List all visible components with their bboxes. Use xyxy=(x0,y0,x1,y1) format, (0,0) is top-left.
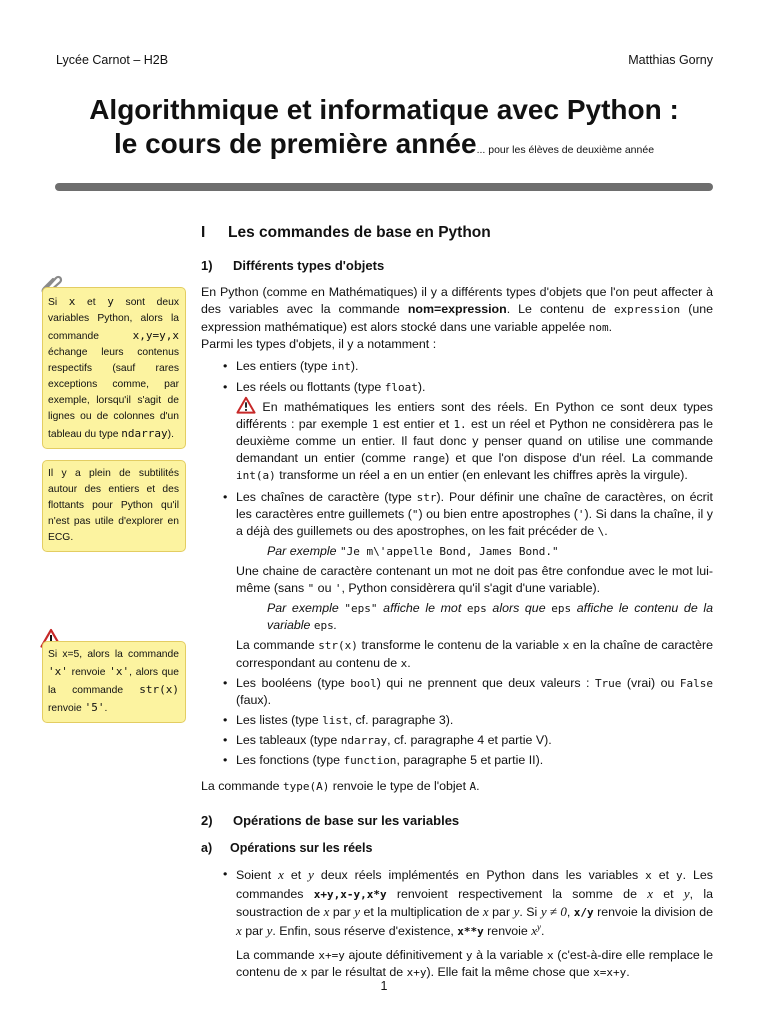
code: " xyxy=(411,507,419,521)
text: , cf. paragraphe 3). xyxy=(348,712,454,727)
list-item-function xyxy=(201,752,713,769)
text: Les fonctions (type xyxy=(236,753,344,768)
text: Les booléens (type xyxy=(236,675,351,690)
code: float xyxy=(384,380,418,394)
text: est entier et xyxy=(378,417,454,432)
text: . Enfin, sous réserve d'existence, xyxy=(272,923,458,938)
code: x+y xyxy=(406,966,427,980)
code: str xyxy=(416,490,437,504)
text: ) et que l'on dispose d'un réel. La commande xyxy=(445,451,714,466)
text: est un réel et Python ne considèrera pas le deuxième comme un entier. Il faut donc y penser quand on utilise une commande demandant un entier (comme xyxy=(236,417,713,466)
text: . xyxy=(476,779,480,794)
text: ). xyxy=(350,358,359,373)
code: x xyxy=(400,656,408,670)
text: renvoient respectivement la somme de xyxy=(386,886,648,901)
float-warning xyxy=(236,396,713,485)
code: True xyxy=(594,676,622,690)
subsubsection-number: a) xyxy=(201,841,213,856)
header-school: Lycée Carnot – H2B xyxy=(56,53,169,67)
code: x xyxy=(546,949,554,963)
types-list xyxy=(201,358,713,769)
note-text: sont deux variables Python, alors la commande xyxy=(48,297,179,342)
text: et xyxy=(283,868,309,883)
text: à la variable xyxy=(472,948,547,963)
code: ' xyxy=(334,582,342,596)
str-paragraph-2 xyxy=(236,563,713,597)
code: " xyxy=(307,582,315,596)
math: x xyxy=(482,903,489,919)
note-code: x xyxy=(68,295,76,308)
code: x+=y xyxy=(318,949,345,963)
title-rule xyxy=(55,183,713,191)
type-command-paragraph xyxy=(201,778,713,795)
math: y xyxy=(266,922,273,938)
text: Les listes (type xyxy=(236,712,323,727)
example-bond xyxy=(236,543,713,560)
text: Les tableaux (type xyxy=(236,732,341,747)
code: int xyxy=(331,359,351,373)
text: et xyxy=(653,886,684,901)
subsubsection-title: Opérations sur les réels xyxy=(230,841,373,856)
text: La commande xyxy=(236,948,319,963)
subsubsection-heading xyxy=(201,840,713,857)
text: alors que xyxy=(486,601,552,616)
note-text: Si xyxy=(48,297,69,308)
subsection-number: 1) xyxy=(201,258,213,274)
code: eps xyxy=(313,619,334,633)
text: ) qui ne prennent que deux valeurs : xyxy=(376,675,595,690)
text: et xyxy=(651,868,676,883)
list-item-list xyxy=(201,712,713,729)
subsection-heading xyxy=(201,257,713,275)
section-number: I xyxy=(201,224,206,241)
document-title xyxy=(40,93,728,160)
reals-list xyxy=(201,866,713,981)
math: y xyxy=(308,867,314,883)
text: . Le contenu de xyxy=(506,302,614,317)
text: , xyxy=(566,904,574,919)
math: x xyxy=(531,922,538,938)
example-eps xyxy=(236,600,713,634)
math: y xyxy=(513,903,520,919)
text: renvoie xyxy=(483,923,532,938)
note-text: , alors que la commande xyxy=(48,666,179,696)
code: x/y xyxy=(573,905,594,919)
reals-paragraph-2 xyxy=(236,947,713,981)
text: en la chaîne de caractère correspondant au contenu de xyxy=(236,638,713,670)
text: par xyxy=(488,904,514,919)
text: Une chaine de caractère contenant un mot ne doit pas être confondue avec le mot lui-même (sans xyxy=(236,563,713,596)
text: . xyxy=(541,923,545,938)
note-code: x,y=y,x xyxy=(132,328,179,342)
math: x xyxy=(236,922,242,938)
math-exponent: y xyxy=(537,921,542,932)
text: Soient xyxy=(236,868,279,883)
note-text: Il y a plein de subtilités autour des entiers et des flottants pour Python qu'il n'est pas utile d'explorer en ECG. xyxy=(48,468,179,543)
code: x xyxy=(645,869,652,883)
list-item-int xyxy=(201,358,713,375)
code: 1 xyxy=(371,418,379,432)
text: affiche le mot xyxy=(377,601,467,616)
example-label: Par exemple xyxy=(267,601,345,616)
code: x**y xyxy=(457,924,484,938)
code: function xyxy=(343,754,397,768)
note-text: Si x=5, alors la commande xyxy=(48,649,179,660)
margin-note-str xyxy=(42,641,186,723)
code: y xyxy=(465,949,473,963)
note-text: échange leurs contenus respectifs (sauf rares exceptions comme, par exemple, lorsqu'il s'agit de lignes ou de colonnes d'un tableau du type xyxy=(48,346,179,440)
text: transforme un réel xyxy=(275,468,384,483)
code: x+y,x-y,x*y xyxy=(313,887,387,901)
code: list xyxy=(322,713,349,727)
text: par xyxy=(329,904,355,919)
text: (c'est-à-dire elle remplace le contenu de xyxy=(236,948,713,980)
text: , Python considèrera qu'il s'agit d'une variable). xyxy=(341,581,601,596)
math: y xyxy=(354,903,361,919)
text: . xyxy=(608,319,613,334)
text: En mathématiques les entiers sont des réels. En Python ce sont deux types différents : par exemple xyxy=(236,399,713,432)
code: int(a) xyxy=(236,469,276,483)
code: ' xyxy=(577,507,585,521)
code: type(A) xyxy=(282,780,330,794)
code: \ xyxy=(597,524,605,538)
code: ndarray xyxy=(340,733,388,747)
text: ) ou bien entre apostrophes ( xyxy=(418,506,578,521)
code: nom xyxy=(588,320,609,334)
text: . xyxy=(333,618,338,633)
code: 1. xyxy=(453,418,467,432)
text: . xyxy=(626,965,630,980)
math: y ≠ 0 xyxy=(540,903,567,919)
text: , paragraphe 5 et partie II). xyxy=(396,753,544,768)
text: ou xyxy=(314,581,335,596)
intro-line-2: Parmi les types d'objets, il y a notamment : xyxy=(201,336,437,351)
note-code: y xyxy=(107,295,114,308)
title-line-2-text: le cours de première année xyxy=(113,127,477,159)
note-text: . xyxy=(104,702,108,714)
note-text: et xyxy=(75,297,108,308)
text: par xyxy=(241,923,267,938)
text: . Si xyxy=(519,904,541,919)
text: par le résultat de xyxy=(307,965,407,980)
math: x xyxy=(647,885,654,901)
text: ajoute définitivement xyxy=(344,948,466,963)
list-item-ndarray xyxy=(201,732,713,749)
code: a xyxy=(383,469,390,483)
code: y xyxy=(676,869,683,883)
text: (faux). xyxy=(236,692,272,707)
text: transforme le contenu de la variable xyxy=(357,638,563,653)
example-label: Par exemple xyxy=(267,543,341,558)
title-line-2 xyxy=(40,127,728,161)
note-text: renvoie xyxy=(67,666,110,678)
list-item-float xyxy=(201,379,713,485)
code: bool xyxy=(350,676,377,690)
text: deux réels implémentés en Python dans les variables xyxy=(313,868,646,883)
subsection-heading xyxy=(201,812,713,830)
text: Les entiers (type xyxy=(236,358,332,373)
text: , la soustraction de xyxy=(236,886,714,919)
code: str(x) xyxy=(318,639,358,653)
math: x xyxy=(278,867,284,883)
section-heading xyxy=(201,222,713,243)
text: La commande xyxy=(236,638,319,653)
math: x xyxy=(323,903,330,919)
text: , cf. paragraphe 4 et partie V). xyxy=(387,732,552,747)
text: renvoie la division de xyxy=(593,904,713,919)
code: "Je m\'appelle Bond, James Bond." xyxy=(340,544,559,558)
text: renvoie le type de l'objet xyxy=(329,779,470,794)
code: x xyxy=(300,966,308,980)
subsection-title: Opérations de base sur les variables xyxy=(233,813,460,829)
text: en un entier (en enlevant les chiffres après la virgule). xyxy=(389,468,688,483)
note-code: '5' xyxy=(84,700,105,714)
section-title: Les commandes de base en Python xyxy=(228,224,491,241)
text: La commande xyxy=(201,779,283,794)
text: . Les commandes xyxy=(236,868,714,901)
text: . xyxy=(604,523,608,538)
text: . xyxy=(407,655,411,670)
subsection-number: 2) xyxy=(201,813,213,829)
code: expression xyxy=(613,303,681,317)
code: A xyxy=(469,780,477,794)
note-text: renvoie xyxy=(48,702,85,714)
header-author: Matthias Gorny xyxy=(628,53,713,67)
code: eps xyxy=(466,602,487,616)
text: (vrai) ou xyxy=(621,675,680,690)
text: ). xyxy=(417,379,426,394)
warning-icon xyxy=(236,396,256,414)
code: False xyxy=(679,676,714,690)
text: (une expression mathématique) est alors stocké dans une variable appelée xyxy=(201,302,714,334)
title-line-1: Algorithmique et informatique avec Python : xyxy=(89,94,679,125)
code: x=x+y xyxy=(593,966,627,980)
str-paragraph-3 xyxy=(236,637,713,671)
list-item-reals xyxy=(201,866,713,981)
text: ). Pour définir une chaîne de caractères, on écrit les caractères entre guillemets ( xyxy=(236,489,713,521)
text: ). Elle fait la même chose que xyxy=(426,965,594,980)
bold-text: nom=expression xyxy=(407,302,507,317)
note-code: ndarray xyxy=(121,426,168,440)
intro-paragraph xyxy=(201,284,713,335)
list-item-str xyxy=(201,489,713,672)
margin-note-swap xyxy=(42,287,186,449)
code: range xyxy=(412,452,446,466)
text: En Python (comme en Mathématiques) il y a différents types d'objets que l'on peut affecter à des variables avec la commande xyxy=(201,285,713,317)
text: et la multiplication de xyxy=(360,904,483,919)
math: y xyxy=(683,885,690,901)
main-content xyxy=(201,222,713,981)
text: affiche le contenu de la variable xyxy=(267,601,714,633)
margin-note-floats xyxy=(42,460,186,552)
title-suffix: ... pour les élèves de deuxième année xyxy=(476,143,655,156)
subsection-title: Différents types d'objets xyxy=(233,258,385,274)
code: "eps" xyxy=(344,602,378,616)
note-code: 'x' xyxy=(48,664,68,678)
text: ). Si dans la chaîne, il y a déjà des guillemets ou des apostrophes, on les fait précéder de xyxy=(236,506,713,538)
text: Les réels ou flottants (type xyxy=(236,379,385,394)
note-text: ). xyxy=(167,428,174,440)
code: eps xyxy=(551,602,572,616)
note-code: str(x) xyxy=(139,682,179,696)
text: Les chaînes de caractère (type xyxy=(236,489,417,504)
code: x xyxy=(562,639,570,653)
list-item-bool xyxy=(201,675,713,709)
page-number: 1 xyxy=(380,979,388,993)
note-code: 'x' xyxy=(109,664,130,678)
